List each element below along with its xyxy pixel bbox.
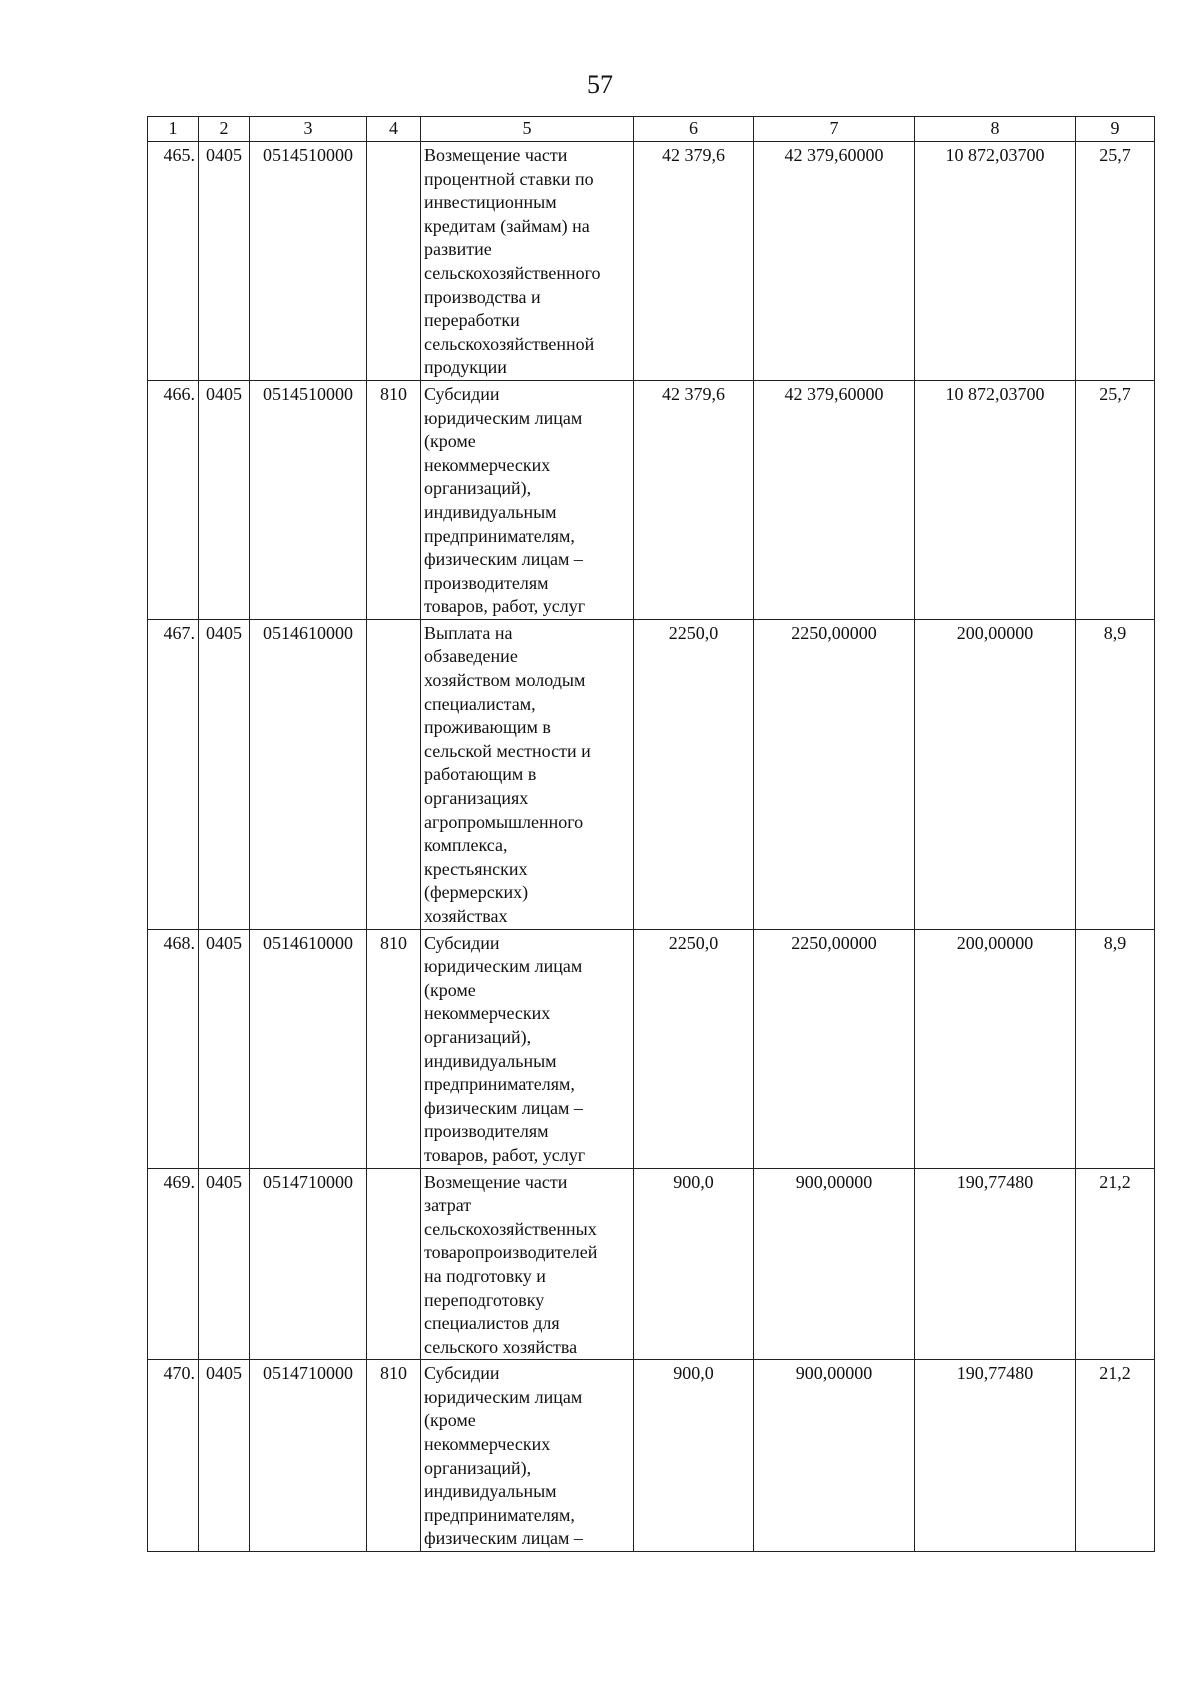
column-header: 2 bbox=[199, 117, 250, 142]
approved-amount-cell: 42 379,6 bbox=[634, 142, 754, 381]
expense-type-cell bbox=[367, 142, 421, 381]
item-name-line: физическим лицам – bbox=[424, 1097, 583, 1118]
item-name-cell bbox=[421, 142, 634, 381]
item-name-cell bbox=[421, 380, 634, 619]
item-name-line: производства и bbox=[424, 286, 541, 307]
item-name-line: юридическим лицам bbox=[424, 956, 583, 977]
item-name-line: затрат bbox=[424, 1195, 472, 1216]
item-name-line: организаций), bbox=[424, 478, 532, 499]
item-name-line: индивидуальным bbox=[424, 1050, 557, 1071]
item-name-line: Субсидии bbox=[424, 383, 500, 404]
item-name-line: сельскохозяйственного bbox=[424, 262, 601, 283]
item-name-line: агропромышленного bbox=[424, 811, 584, 832]
item-name-line: сельской местности и bbox=[424, 740, 591, 761]
item-name-line: сельского хозяйства bbox=[424, 1336, 578, 1357]
item-name-line: продукции bbox=[424, 357, 507, 378]
budget-limit-cell: 900,00000 bbox=[754, 1360, 915, 1552]
page-number: 57 bbox=[587, 70, 613, 99]
item-name-line: товаропроизводителей bbox=[424, 1242, 598, 1263]
item-name-line: комплекса, bbox=[424, 835, 508, 856]
item-name-line: организаций), bbox=[424, 1026, 532, 1047]
approved-amount-cell: 900,0 bbox=[634, 1168, 754, 1360]
item-name-line: Возмещение части bbox=[424, 1171, 568, 1192]
budget-limit-cell: 900,00000 bbox=[754, 1168, 915, 1360]
row-number-cell: 469. bbox=[148, 1168, 199, 1360]
column-header: 7 bbox=[754, 117, 915, 142]
budget-limit-cell: 2250,00000 bbox=[754, 619, 915, 929]
table-row bbox=[148, 1168, 1155, 1360]
item-name-line: хозяйством молодым bbox=[424, 670, 586, 691]
executed-amount-cell: 190,77480 bbox=[915, 1168, 1076, 1360]
item-name-line: физическим лицам – bbox=[424, 549, 583, 570]
item-name-line: Выплата на bbox=[424, 622, 513, 643]
execution-percent-cell: 21,2 bbox=[1076, 1168, 1155, 1360]
item-name-line: предпринимателям, bbox=[424, 525, 575, 546]
target-article-cell: 0514610000 bbox=[250, 619, 367, 929]
item-name-line: физическим лицам – bbox=[424, 1528, 583, 1549]
approved-amount-cell: 2250,0 bbox=[634, 619, 754, 929]
item-name-line: индивидуальным bbox=[424, 1481, 557, 1502]
row-number-cell: 467. bbox=[148, 619, 199, 929]
item-name-line: развитие bbox=[424, 239, 492, 260]
table-row bbox=[148, 142, 1155, 381]
item-name-cell bbox=[421, 1360, 634, 1552]
item-name-line: (кроме bbox=[424, 979, 476, 1000]
item-name-line: специалистов для bbox=[424, 1313, 560, 1334]
target-article-cell: 0514510000 bbox=[250, 142, 367, 381]
executed-amount-cell: 10 872,03700 bbox=[915, 380, 1076, 619]
executed-amount-cell: 190,77480 bbox=[915, 1360, 1076, 1552]
column-header: 8 bbox=[915, 117, 1076, 142]
table-row bbox=[148, 929, 1155, 1168]
column-header: 4 bbox=[367, 117, 421, 142]
item-name-cell bbox=[421, 619, 634, 929]
item-name-line: производителям bbox=[424, 572, 549, 593]
executed-amount-cell: 200,00000 bbox=[915, 929, 1076, 1168]
executed-amount-cell: 200,00000 bbox=[915, 619, 1076, 929]
item-name-line: сельскохозяйственной bbox=[424, 333, 595, 354]
row-number-cell: 468. bbox=[148, 929, 199, 1168]
column-header: 1 bbox=[148, 117, 199, 142]
table-body bbox=[148, 117, 1155, 1552]
item-name-line: организациях bbox=[424, 788, 529, 809]
item-name-line: переработки bbox=[424, 310, 520, 331]
item-name-line: товаров, работ, услуг bbox=[424, 596, 586, 617]
item-name-line: некоммерческих bbox=[424, 454, 551, 475]
section-code-cell: 0405 bbox=[199, 929, 250, 1168]
item-name-line: организаций), bbox=[424, 1457, 532, 1478]
budget-limit-cell: 2250,00000 bbox=[754, 929, 915, 1168]
item-name-line: сельскохозяйственных bbox=[424, 1218, 597, 1239]
budget-limit-cell: 42 379,60000 bbox=[754, 142, 915, 381]
execution-percent-cell: 21,2 bbox=[1076, 1360, 1155, 1552]
item-name-line: специалистам, bbox=[424, 693, 536, 714]
item-name-line: работающим в bbox=[424, 764, 537, 785]
expense-type-cell bbox=[367, 1168, 421, 1360]
table-row bbox=[148, 380, 1155, 619]
section-code-cell: 0405 bbox=[199, 619, 250, 929]
item-name-line: (кроме bbox=[424, 1410, 476, 1431]
column-header: 6 bbox=[634, 117, 754, 142]
execution-percent-cell: 25,7 bbox=[1076, 142, 1155, 381]
row-number-cell: 466. bbox=[148, 380, 199, 619]
section-code-cell: 0405 bbox=[199, 1168, 250, 1360]
approved-amount-cell: 900,0 bbox=[634, 1360, 754, 1552]
row-number-cell: 465. bbox=[148, 142, 199, 381]
budget-table bbox=[147, 116, 1155, 1552]
item-name-line: производителям bbox=[424, 1121, 549, 1142]
column-header: 5 bbox=[421, 117, 634, 142]
item-name-line: (кроме bbox=[424, 431, 476, 452]
item-name-line: переподготовку bbox=[424, 1289, 545, 1310]
executed-amount-cell: 10 872,03700 bbox=[915, 142, 1076, 381]
item-name-line: кредитам (займам) на bbox=[424, 215, 590, 236]
item-name-cell bbox=[421, 929, 634, 1168]
row-number-cell: 470. bbox=[148, 1360, 199, 1552]
item-name-line: некоммерческих bbox=[424, 1003, 551, 1024]
item-name-line: предпринимателям, bbox=[424, 1074, 575, 1095]
item-name-line: Субсидии bbox=[424, 1363, 500, 1384]
item-name-line: (фермерских) bbox=[424, 882, 529, 903]
target-article-cell: 0514710000 bbox=[250, 1360, 367, 1552]
column-number-header-row bbox=[148, 117, 1155, 142]
budget-limit-cell: 42 379,60000 bbox=[754, 380, 915, 619]
execution-percent-cell: 8,9 bbox=[1076, 619, 1155, 929]
item-name-line: крестьянских bbox=[424, 858, 528, 879]
item-name-line: инвестиционным bbox=[424, 192, 557, 213]
column-header: 3 bbox=[250, 117, 367, 142]
expense-type-cell: 810 bbox=[367, 380, 421, 619]
column-header: 9 bbox=[1076, 117, 1155, 142]
expense-type-cell: 810 bbox=[367, 1360, 421, 1552]
section-code-cell: 0405 bbox=[199, 142, 250, 381]
item-name-line: Субсидии bbox=[424, 932, 500, 953]
target-article-cell: 0514510000 bbox=[250, 380, 367, 619]
item-name-line: некоммерческих bbox=[424, 1434, 551, 1455]
item-name-line: юридическим лицам bbox=[424, 407, 583, 428]
item-name-line: юридическим лицам bbox=[424, 1386, 583, 1407]
item-name-line: индивидуальным bbox=[424, 501, 557, 522]
item-name-line: предпринимателям, bbox=[424, 1504, 575, 1525]
execution-percent-cell: 25,7 bbox=[1076, 380, 1155, 619]
approved-amount-cell: 2250,0 bbox=[634, 929, 754, 1168]
table-row bbox=[148, 619, 1155, 929]
item-name-line: обзаведение bbox=[424, 646, 518, 667]
expense-type-cell: 810 bbox=[367, 929, 421, 1168]
item-name-line: на подготовку и bbox=[424, 1265, 546, 1286]
expense-type-cell bbox=[367, 619, 421, 929]
item-name-line: процентной ставки по bbox=[424, 168, 594, 189]
execution-percent-cell: 8,9 bbox=[1076, 929, 1155, 1168]
section-code-cell: 0405 bbox=[199, 1360, 250, 1552]
item-name-line: проживающим в bbox=[424, 717, 551, 738]
table-row bbox=[148, 1360, 1155, 1552]
item-name-cell bbox=[421, 1168, 634, 1360]
item-name-line: хозяйствах bbox=[424, 906, 508, 926]
target-article-cell: 0514610000 bbox=[250, 929, 367, 1168]
target-article-cell: 0514710000 bbox=[250, 1168, 367, 1360]
section-code-cell: 0405 bbox=[199, 380, 250, 619]
approved-amount-cell: 42 379,6 bbox=[634, 380, 754, 619]
item-name-line: товаров, работ, услуг bbox=[424, 1144, 586, 1165]
item-name-line: Возмещение части bbox=[424, 145, 568, 165]
